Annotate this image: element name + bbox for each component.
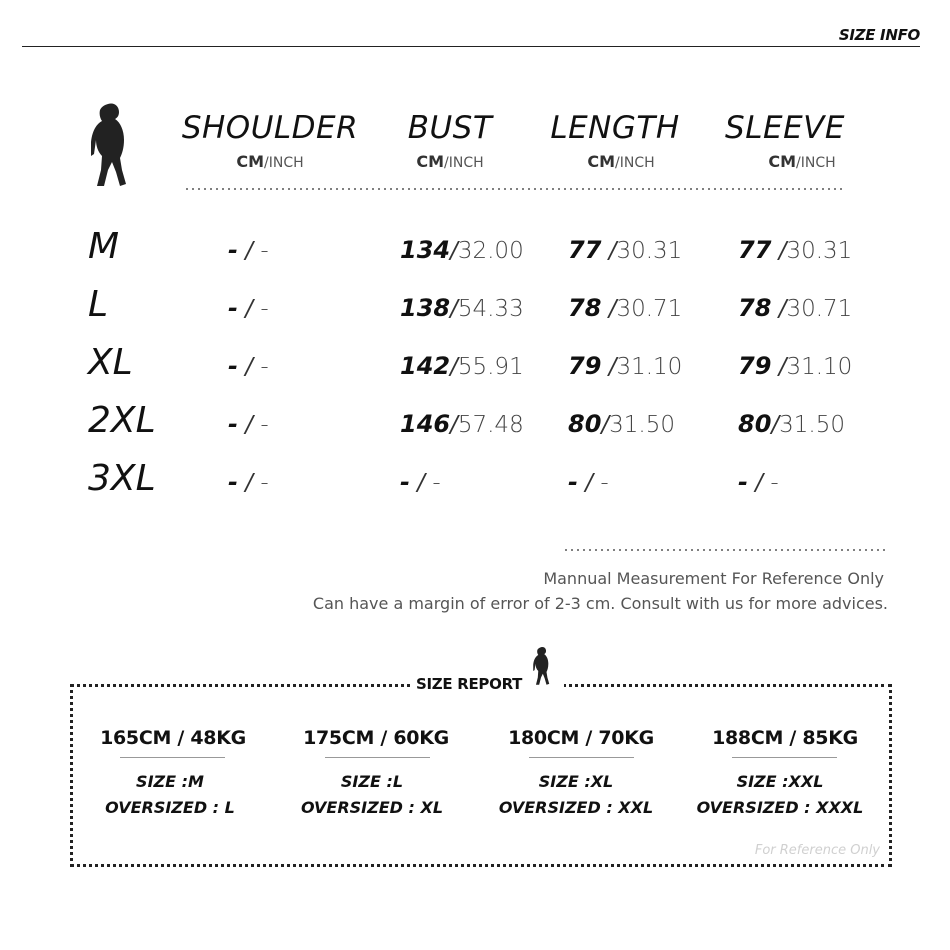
measurement-note: Mannual Measurement For Reference Only — [543, 569, 884, 588]
page-title: SIZE INFO — [838, 26, 920, 44]
table-cell: 146/57.48 — [400, 410, 524, 438]
header-divider — [22, 46, 920, 47]
column-header-bust: BUST — [407, 110, 493, 146]
unit-cm: CM — [236, 152, 265, 171]
table-cell: 77 /30.31 — [568, 236, 683, 264]
cell-inch: 31.50 — [779, 412, 846, 438]
column-header-shoulder: SHOULDER — [181, 110, 359, 146]
column-unit-sleeve — [707, 152, 897, 171]
table-cell: 78 /30.71 — [568, 294, 683, 322]
cell-inch: - — [600, 470, 609, 496]
column-unit-shoulder — [175, 152, 365, 171]
header-dotted-divider — [184, 188, 846, 190]
cell-cm: 146 — [400, 410, 451, 438]
report-size: SIZE :XL — [538, 772, 614, 791]
reference-only-footnote: For Reference Only — [754, 843, 880, 858]
report-underline — [529, 757, 634, 758]
cell-cm: 80 — [568, 410, 602, 438]
cell-cm: 79 — [568, 352, 602, 380]
column-unit-length — [526, 152, 716, 171]
cell-cm: 142 — [400, 352, 451, 380]
table-cell: 80/31.50 — [738, 410, 846, 438]
report-body-measurement: 188CM / 85KG — [712, 727, 858, 749]
unit-inch: /INCH — [796, 155, 836, 171]
table-cell: 80/31.50 — [568, 410, 676, 438]
report-size: SIZE :XXL — [736, 772, 824, 791]
report-oversized: OVERSIZED : L — [105, 798, 235, 817]
table-cell: - / - — [228, 236, 269, 264]
size-report-title: SIZE REPORT — [416, 675, 523, 693]
report-oversized: OVERSIZED : XL — [300, 798, 444, 817]
cell-cm: - — [228, 294, 238, 322]
cell-inch: 54.33 — [457, 296, 524, 322]
cell-inch: 30.31 — [616, 238, 683, 264]
cell-inch: 32.00 — [457, 238, 524, 264]
cell-cm: - — [228, 468, 238, 496]
cell-inch: 31.10 — [786, 354, 853, 380]
table-cell: - / - — [228, 468, 269, 496]
cell-inch: - — [260, 354, 269, 380]
report-underline — [732, 757, 837, 758]
ape-walking-silhouette-icon — [84, 100, 132, 190]
note-dotted-divider — [563, 549, 885, 551]
cell-inch: - — [260, 470, 269, 496]
table-cell: - / - — [568, 468, 609, 496]
table-cell: 134/32.00 — [400, 236, 524, 264]
report-body-measurement: 175CM / 60KG — [303, 727, 449, 749]
table-cell: - / - — [738, 468, 779, 496]
report-body-measurement: 180CM / 70KG — [508, 727, 654, 749]
table-cell: 78 /30.71 — [738, 294, 853, 322]
cell-cm: - — [228, 410, 238, 438]
cell-cm: - — [400, 468, 410, 496]
table-cell: - / - — [228, 410, 269, 438]
cell-inch: 31.10 — [616, 354, 683, 380]
report-body-measurement: 165CM / 48KG — [100, 727, 246, 749]
report-underline — [325, 757, 430, 758]
cell-inch: - — [260, 412, 269, 438]
unit-inch: /INCH — [444, 155, 484, 171]
cell-inch: 31.50 — [609, 412, 676, 438]
cell-cm: 77 — [738, 236, 772, 264]
size-label: M — [88, 226, 120, 267]
table-cell: 77 /30.31 — [738, 236, 853, 264]
cell-cm: 80 — [738, 410, 772, 438]
column-header-length: LENGTH — [550, 110, 680, 146]
size-label: 2XL — [88, 400, 156, 441]
table-cell: 138/54.33 — [400, 294, 524, 322]
cell-cm: - — [228, 352, 238, 380]
size-label: XL — [88, 342, 133, 383]
report-size: SIZE :M — [136, 772, 204, 791]
cell-cm: 78 — [738, 294, 772, 322]
cell-inch: - — [432, 470, 441, 496]
unit-cm: CM — [587, 152, 616, 171]
report-size: SIZE :L — [340, 772, 404, 791]
column-unit-bust — [355, 152, 545, 171]
unit-inch: /INCH — [264, 155, 304, 171]
report-oversized: OVERSIZED : XXXL — [696, 798, 864, 817]
cell-cm: 79 — [738, 352, 772, 380]
table-cell: 79 /31.10 — [568, 352, 683, 380]
cell-cm: - — [738, 468, 748, 496]
table-cell: - / - — [400, 468, 441, 496]
cell-cm: 134 — [400, 236, 451, 264]
unit-cm: CM — [416, 152, 445, 171]
table-cell: - / - — [228, 294, 269, 322]
cell-inch: - — [260, 296, 269, 322]
margin-note: Can have a margin of error of 2-3 cm. Consult with us for more advices. — [312, 594, 888, 613]
cell-cm: - — [228, 236, 238, 264]
table-cell: - / - — [228, 352, 269, 380]
cell-inch: 57.48 — [457, 412, 524, 438]
cell-inch: 30.31 — [786, 238, 853, 264]
report-oversized: OVERSIZED : XXL — [498, 798, 654, 817]
cell-inch: 55.91 — [457, 354, 524, 380]
report-underline — [120, 757, 225, 758]
cell-cm: 77 — [568, 236, 602, 264]
table-cell: 142/55.91 — [400, 352, 524, 380]
column-header-sleeve: SLEEVE — [725, 110, 845, 146]
cell-cm: 78 — [568, 294, 602, 322]
size-label: 3XL — [88, 458, 156, 499]
cell-inch: 30.71 — [616, 296, 683, 322]
cell-inch: 30.71 — [786, 296, 853, 322]
cell-inch: - — [770, 470, 779, 496]
cell-inch: - — [260, 238, 269, 264]
cell-cm: 138 — [400, 294, 451, 322]
table-cell: 79 /31.10 — [738, 352, 853, 380]
ape-walking-silhouette-icon — [530, 642, 552, 690]
size-label: L — [88, 284, 109, 325]
unit-inch: /INCH — [615, 155, 655, 171]
unit-cm: CM — [768, 152, 797, 171]
cell-cm: - — [568, 468, 578, 496]
